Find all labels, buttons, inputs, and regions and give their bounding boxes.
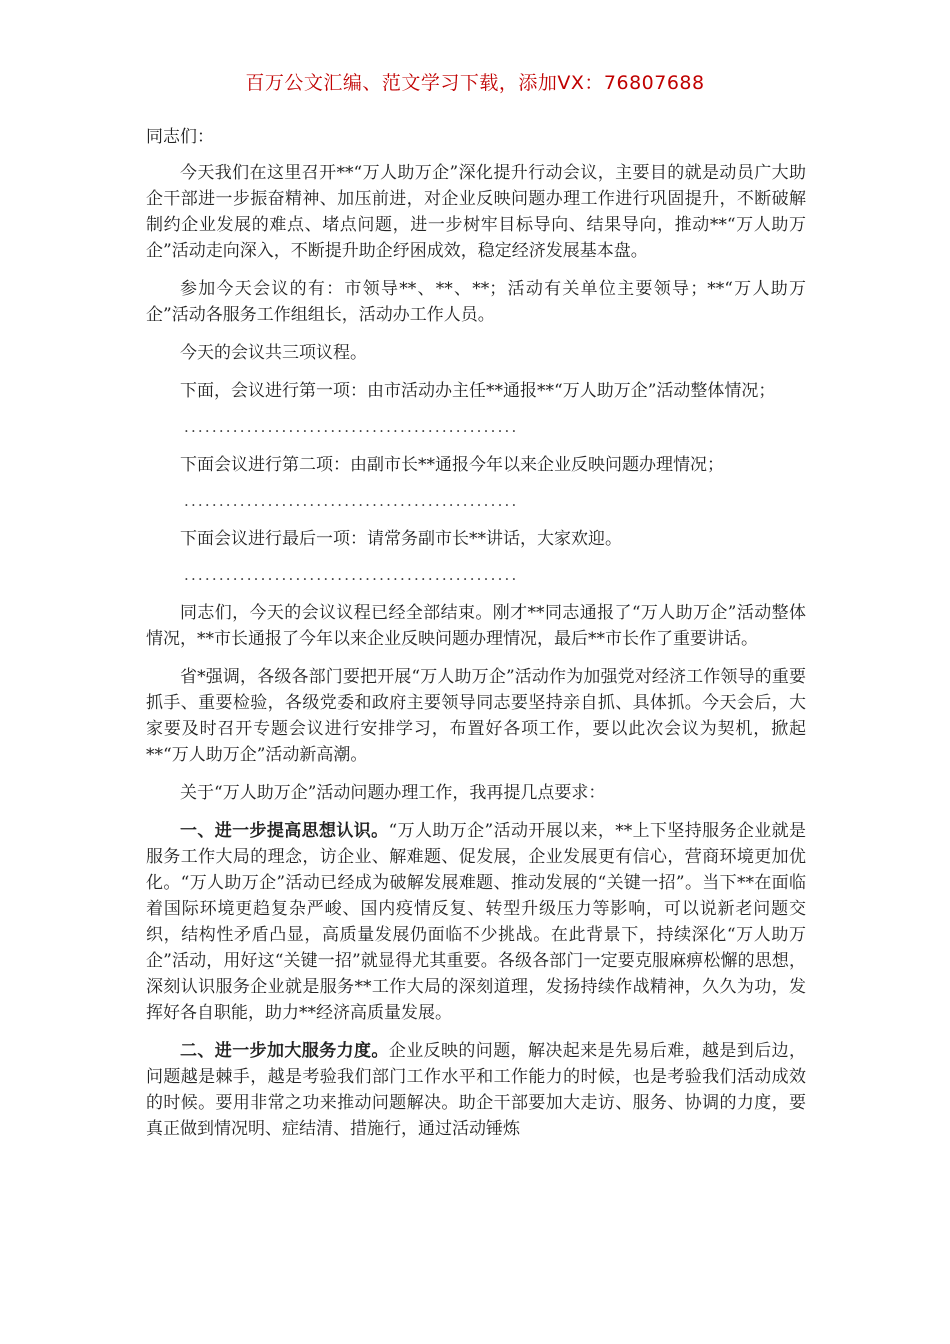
paragraph-agenda-item-2: 下面会议进行第二项：由副市长**通报今年以来企业反映问题办理情况； [180, 455, 724, 475]
document-body [146, 124, 806, 1154]
ellipsis-divider: ................................................ [184, 566, 519, 584]
paragraph-meeting-purpose: 今天我们在这里召开**“万人助万企”深化提升行动会议，主要目的就是动员广大助企干部进一步振奋精神、加压前进，对企业反映问题办理工作进行巩固提升，不断破解制约企业发展的难点、堵点问题，进一步树牢目标导向、结果导向，推动**“万人助万企”活动走向深入，不断提升助企纾困成效，稳定经济发展基本盘。 [146, 163, 806, 261]
section-2 [146, 1038, 806, 1142]
ellipsis-divider: ................................................ [184, 492, 519, 510]
paragraph-provincial-emphasis: 省*强调，各级各部门要把开展“万人助万企”活动作为加强党对经济工作领导的重要抓手、重要检验，各级党委和政府主要领导同志要坚持亲自抓、具体抓。今天会后，大家要及时召开专题会议进行安排学习，布置好各项工作，要以此次会议为契机，掀起**“万人助万企”活动新高潮。 [146, 667, 806, 765]
paragraph-attendees: 参加今天会议的有：市领导**、**、**；活动有关单位主要领导；**“万人助万企”活动各服务工作组组长，活动办工作人员。 [146, 279, 806, 325]
paragraph-agenda-item-1: 下面，会议进行第一项：由市活动办主任**通报**“万人助万企”活动整体情况； [180, 381, 776, 401]
paragraph-requirements-intro: 关于“万人助万企”活动问题办理工作，我再提几点要求： [180, 783, 606, 803]
section-1-body: “万人助万企”活动开展以来，**上下坚持服务企业就是服务工作大局的理念，访企业、解难题、促发展，企业发展更有信心，营商环境更加优化。“万人助万企”活动已经成为破解发展难题、推动发展的“关键一招”。当下**在面临着国际环境更趋复杂严峻、国内疫情反复、转型升级压力等影响，可以说新老问题交织，结构性矛盾凸显，高质量发展仍面临不少挑战。在此背景下，持续深化“万人助万企”活动，用好这“关键一招”就显得尤其重要。各级各部门一定要克服麻痹松懈的思想，深刻认识服务企业就是服务**工作大局的深刻道理，发扬持续作战精神，久久为功，发挥好各自职能，助力**经济高质量发展。 [146, 821, 807, 1023]
ellipsis-divider: ................................................ [184, 418, 519, 436]
paragraph-agenda-intro: 今天的会议共三项议程。 [180, 343, 367, 363]
salutation: 同志们： [146, 127, 214, 147]
paragraph-agenda-item-3: 下面会议进行最后一项：请常务副市长**讲话，大家欢迎。 [180, 529, 622, 549]
section-2-body: 企业反映的问题，解决起来是先易后难，越是到后边，问题越是棘手，越是考验我们部门工作水平和工作能力的时候，也是考验我们活动成效的时候。要用非常之功来推动问题解决。助企干部要加大走访、服务、协调的力度，要真正做到情况明、症结清、措施行，通过活动锤炼 [146, 1041, 807, 1139]
section-2-title: 二、进一步加大服务力度。 [180, 1041, 389, 1061]
paragraph-summary: 同志们，今天的会议议程已经全部结束。刚才**同志通报了“万人助万企”活动整体情况，**市长通报了今年以来企业反映问题办理情况，最后**市长作了重要讲话。 [146, 603, 806, 649]
section-1-title: 一、进一步提高思想认识。 [180, 821, 389, 841]
download-banner: 百万公文汇编、范文学习下载，添加VX：76807688 [245, 72, 705, 94]
section-1 [146, 818, 806, 1026]
